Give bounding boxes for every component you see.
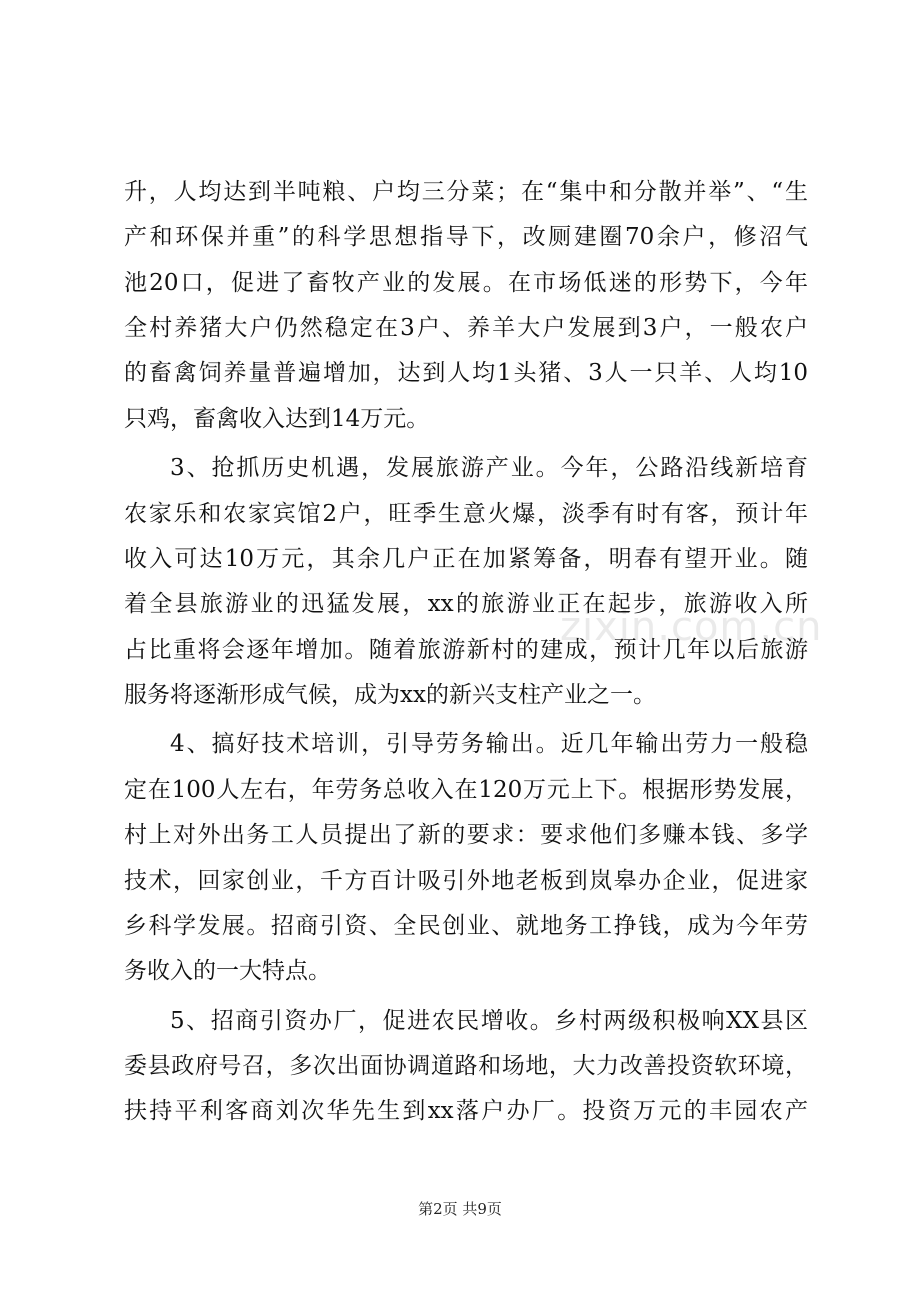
text-line: 升，人均达到半吨粮、户均三分菜；在“集中和分散并举”、“生	[124, 179, 808, 205]
page-footer: 第2页 共9页	[418, 1200, 502, 1218]
text-line: 3、抢抓历史机遇，发展旅游产业。今年，公路沿线新培育	[170, 455, 808, 481]
text-line: 产和环保并重”的科学思想指导下，改厕建圈70余户，修沼气	[124, 224, 808, 250]
text-line: 只鸡，畜禽收入达到14万元。	[124, 406, 430, 432]
text-line: 4、搞好技术培训，引导劳务输出。近几年输出劳力一般稳	[170, 731, 808, 757]
text-line: 5、招商引资办厂，促进农民增收。乡村两级积极响XX县区	[170, 1008, 808, 1034]
text-line: 的畜禽饲养量普遍增加，达到人均1头猪、3人一只羊、人均10	[124, 360, 808, 386]
text-line: 池20口，促进了畜牧产业的发展。在市场低迷的形势下，今年	[124, 270, 808, 296]
text-line: 委县政府号召，多次出面协调道路和场地，大力改善投资软环境，	[124, 1053, 808, 1079]
watermark: zixin.com.cn	[560, 604, 823, 650]
text-line: 占比重将会逐年增加。随着旅游新村的建成，预计几年以后旅游	[124, 637, 808, 663]
text-line: 服务将逐渐形成气候，成为xx的新兴支柱产业之一。	[124, 682, 656, 708]
text-line: 着全县旅游业的迅猛发展，xx的旅游业正在起步，旅游收入所	[124, 591, 808, 617]
text-line: 全村养猪大户仍然稳定在3户、养羊大户发展到3户，一般农户	[124, 315, 808, 341]
text-line: 农家乐和农家宾馆2户，旺季生意火爆，淡季有时有客，预计年	[124, 501, 808, 527]
text-line: 技术，回家创业，千方百计吸引外地老板到岚皋办企业，促进家	[124, 868, 808, 894]
text-line: 扶持平利客商刘次华先生到xx落户办厂。投资万元的丰园农产	[124, 1098, 808, 1124]
text-line: 村上对外出务工人员提出了新的要求：要求他们多赚本钱、多学	[124, 822, 808, 848]
text-line: 务收入的一大特点。	[124, 958, 331, 984]
text-line: 定在100人左右，年劳务总收入在120万元上下。根据形势发展，	[124, 777, 808, 803]
text-line: 收入可达10万元，其余几户正在加紧筹备，明春有望开业。随	[124, 546, 808, 572]
text-line: 乡科学发展。招商引资、全民创业、就地务工挣钱，成为今年劳	[124, 913, 808, 939]
